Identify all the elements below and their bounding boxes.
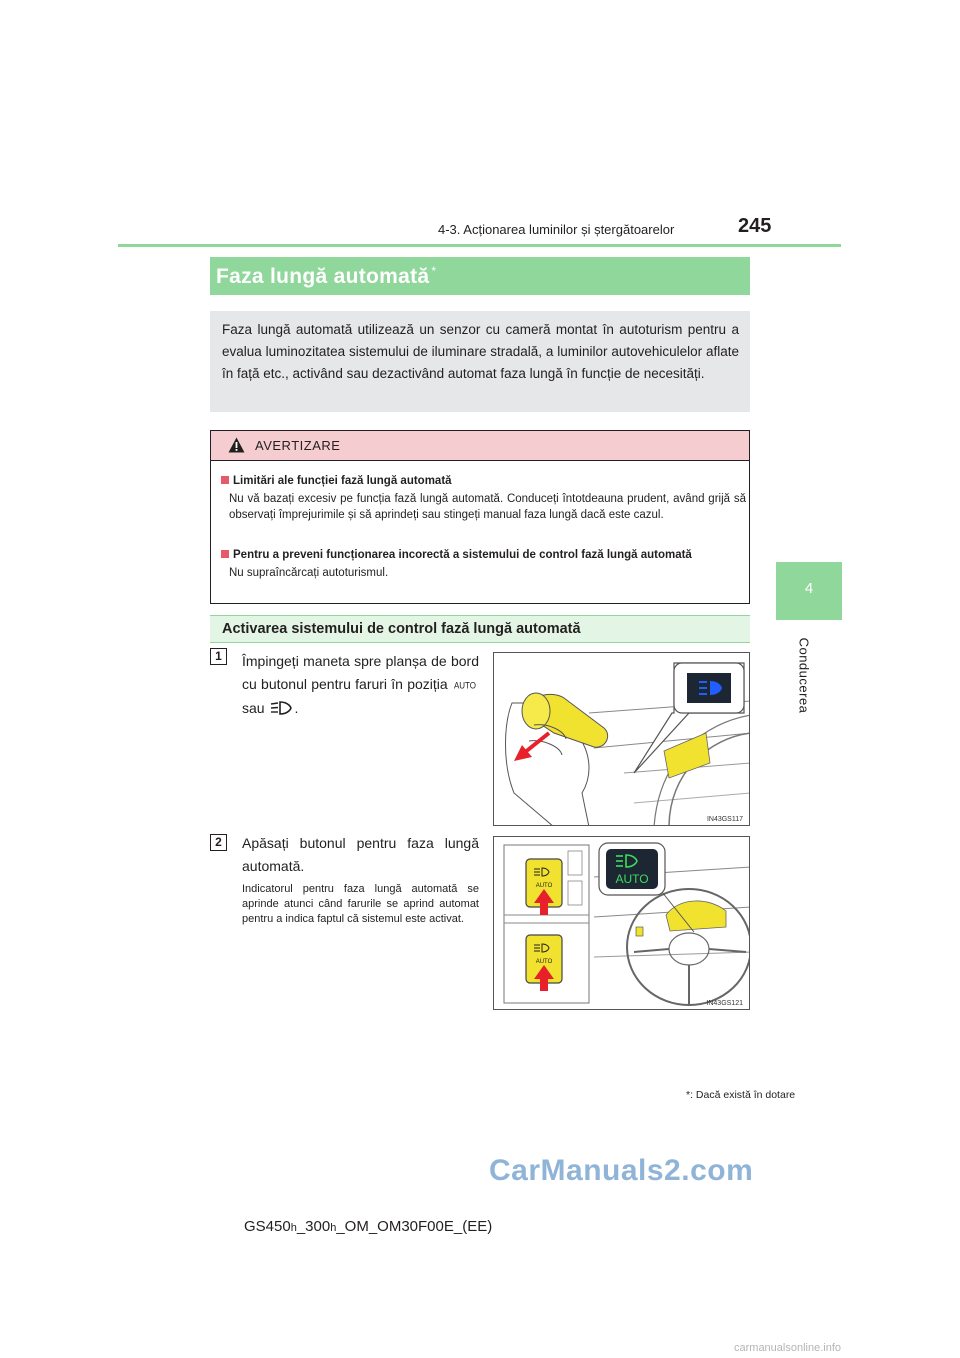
footer-sub-b: h	[330, 1222, 337, 1234]
section-title-bar	[210, 257, 750, 295]
footer-model-a: GS450	[244, 1218, 291, 1235]
auto-indicator-label: AUTO	[615, 872, 649, 886]
figure-code: IN43GS121	[706, 1000, 743, 1007]
warning-item-heading	[221, 475, 746, 487]
footer-code: _OM_OM30F00E_(EE)	[336, 1218, 493, 1235]
step-1-text	[242, 650, 479, 720]
figure-button	[493, 836, 750, 1010]
intro-box	[210, 311, 750, 412]
warning-triangle-icon	[228, 437, 245, 453]
footer-model-code	[244, 1218, 492, 1235]
step-1-number: 1	[210, 648, 227, 665]
section-title	[216, 264, 436, 289]
square-bullet-icon	[221, 476, 229, 484]
figure-code: IN43GS117	[706, 816, 743, 823]
warning-header	[211, 431, 749, 461]
step-2-note: Indicatorul pentru faza lungă automată se aprinde atunci când farurile se aprind automat pentru a indica faptul că sistemul este activat.	[242, 883, 479, 925]
header-section-title: 4-3. Acționarea luminilor și ștergătoarelor	[438, 222, 675, 237]
step-2-number: 2	[210, 834, 227, 851]
chapter-tab	[776, 562, 842, 620]
auto-switch-icon: AUTO	[453, 680, 477, 691]
section-title-text: Faza lungă automată	[216, 265, 430, 288]
auto-button-label-bottom: AUTO	[535, 959, 553, 965]
page-number: 245	[738, 215, 772, 237]
warning-box	[210, 430, 750, 604]
chapter-number: 4	[804, 580, 814, 597]
footnote-asterisk: *	[686, 1089, 691, 1101]
warning-title: AVERTIZARE	[255, 438, 341, 453]
step-1-text-end: .	[294, 700, 299, 716]
footer-sub-a: h	[290, 1222, 297, 1234]
auto-button-label-top: AUTO	[535, 883, 553, 889]
square-bullet-icon	[221, 550, 229, 558]
watermark: CarManuals2.com	[489, 1154, 754, 1187]
warning-item-body: Nu supraîncărcați autoturismul.	[229, 567, 389, 579]
warning-item-body: Nu vă bazați excesiv pe funcția fază lungă automată. Conduceți întotdeauna prudent, având grijă să observați împrejurimile și să aprindeți sau stingeți manual faza lungă dacă este cazul.	[229, 493, 746, 521]
auto-button-illustration	[494, 837, 750, 1010]
footnote-text: : Dacă există în dotare	[690, 1089, 796, 1101]
step-2-text: Apăsați butonul pentru faza lungă automată.	[242, 835, 479, 874]
step-1-text-sau: sau	[242, 700, 265, 716]
warning-item-heading-text: Limitări ale funcției fază lungă automată	[233, 475, 452, 487]
warning-item-limits	[221, 475, 746, 523]
intro-text: Faza lungă automată utilizează un senzor cu cameră montat în autoturism pentru a evalua luminozitatea sistemului de iluminare stradală, a luminilor autovehiculelor aflate în față etc., activând sau dezactivând automat faza lungă în funcție de necesități.	[222, 322, 739, 381]
lever-illustration	[494, 653, 750, 826]
headlight-icon	[270, 700, 294, 716]
warning-item-heading	[221, 549, 746, 561]
header-rule	[118, 244, 841, 247]
watermark-secondary: carmanualsonline.info	[734, 1342, 842, 1354]
chapter-label-text: Conducerea	[796, 637, 812, 714]
chapter-label	[794, 633, 814, 723]
figure-lever	[493, 652, 750, 826]
subsection-bar	[210, 615, 750, 643]
warning-item-overload	[221, 549, 746, 581]
subsection-title: Activarea sistemului de control fază lungă automată	[222, 621, 581, 637]
footer-model-b: _300	[296, 1218, 331, 1235]
warning-item-heading-text: Pentru a preveni funcționarea incorectă a sistemului de control fază lungă automată	[233, 549, 692, 561]
footnote	[686, 1089, 795, 1101]
title-asterisk: *	[431, 264, 437, 278]
step-1-text-main: Împingeți maneta spre planșa de bord cu butonul pentru faruri în poziția	[242, 653, 479, 692]
